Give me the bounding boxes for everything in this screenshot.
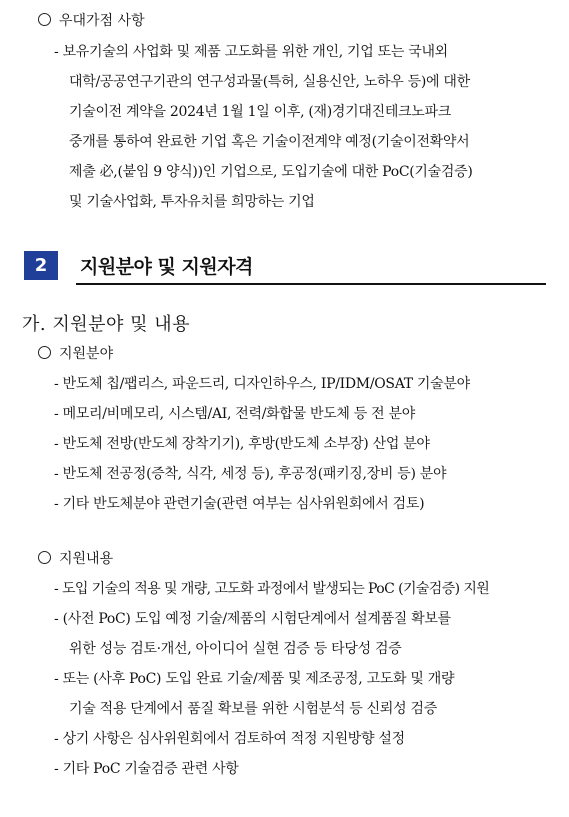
preferential-line-2: 대학/공공연구기관의 연구성과물(특허, 실용신안, 노하우 등)에 대한	[69, 74, 470, 90]
support-content-line-2: - (사전 PoC) 도입 예정 기술/제품의 시험단계에서 설계품질 확보를	[54, 611, 451, 627]
subsection-title: 가. 지원분야 및 내용	[22, 314, 190, 335]
circle-bullet-icon	[38, 346, 51, 359]
support-content-line-3: 위한 성능 검토·개선, 아이디어 실현 검증 등 타당성 검증	[69, 641, 402, 657]
preferential-line-4: 중개를 통하여 완료한 기업 혹은 기술이전계약 예정(기술이전확약서	[69, 134, 470, 150]
support-content-line-7: - 기타 PoC 기술검증 관련 사항	[54, 761, 239, 777]
support-field-item-5: - 기타 반도체분야 관련기술(관련 여부는 심사위원회에서 검토)	[54, 496, 425, 512]
support-content-line-1: - 도입 기술의 적용 및 개량, 고도화 과정에서 발생되는 PoC (기술검증) 지원	[54, 581, 490, 597]
support-content-heading: 지원내용	[38, 548, 113, 568]
support-content-line-4: - 또는 (사후 PoC) 도입 완료 기술/제품 및 제조공정, 고도화 및 개량	[54, 671, 455, 687]
preferential-line-1: - 보유기술의 사업화 및 제품 고도화를 위한 개인, 기업 또는 국내외	[54, 44, 448, 60]
support-field-item-1: - 반도체 칩/팹리스, 파운드리, 디자인하우스, IP/IDM/OSAT 기술분야	[54, 376, 470, 392]
circle-bullet-icon	[38, 551, 51, 564]
preferential-line-6: 및 기술사업화, 투자유치를 희망하는 기업	[69, 194, 315, 210]
section-title-underline	[76, 283, 546, 285]
support-field-item-4: - 반도체 전공정(증착, 식각, 세정 등), 후공정(패키징,장비 등) 분야	[54, 466, 447, 482]
support-field-item-2: - 메모리/비메모리, 시스템/AI, 전력/화합물 반도체 등 전 분야	[54, 406, 416, 422]
support-field-heading: 지원분야	[38, 343, 113, 363]
circle-bullet-icon	[38, 13, 51, 26]
section-number-badge: 2	[24, 251, 58, 280]
support-content-line-5: 기술 적용 단계에서 품질 확보를 위한 시험분석 등 신뢰성 검증	[69, 701, 437, 717]
section-title: 지원분야 및 지원자격	[80, 256, 253, 278]
support-content-line-6: - 상기 사항은 심사위원회에서 검토하여 적정 지원방향 설정	[54, 731, 405, 747]
preferential-line-5: 제출 必,(붙임 9 양식))인 기업으로, 도입기술에 대한 PoC(기술검증)	[69, 164, 473, 180]
support-field-item-3: - 반도체 전방(반도체 장착기기), 후방(반도체 소부장) 산업 분야	[54, 436, 430, 452]
preferential-line-3: 기술이전 계약을 2024년 1월 1일 이후, (재)경기대진테크노파크	[69, 104, 451, 120]
preferential-heading: 우대가점 사항	[38, 10, 145, 30]
